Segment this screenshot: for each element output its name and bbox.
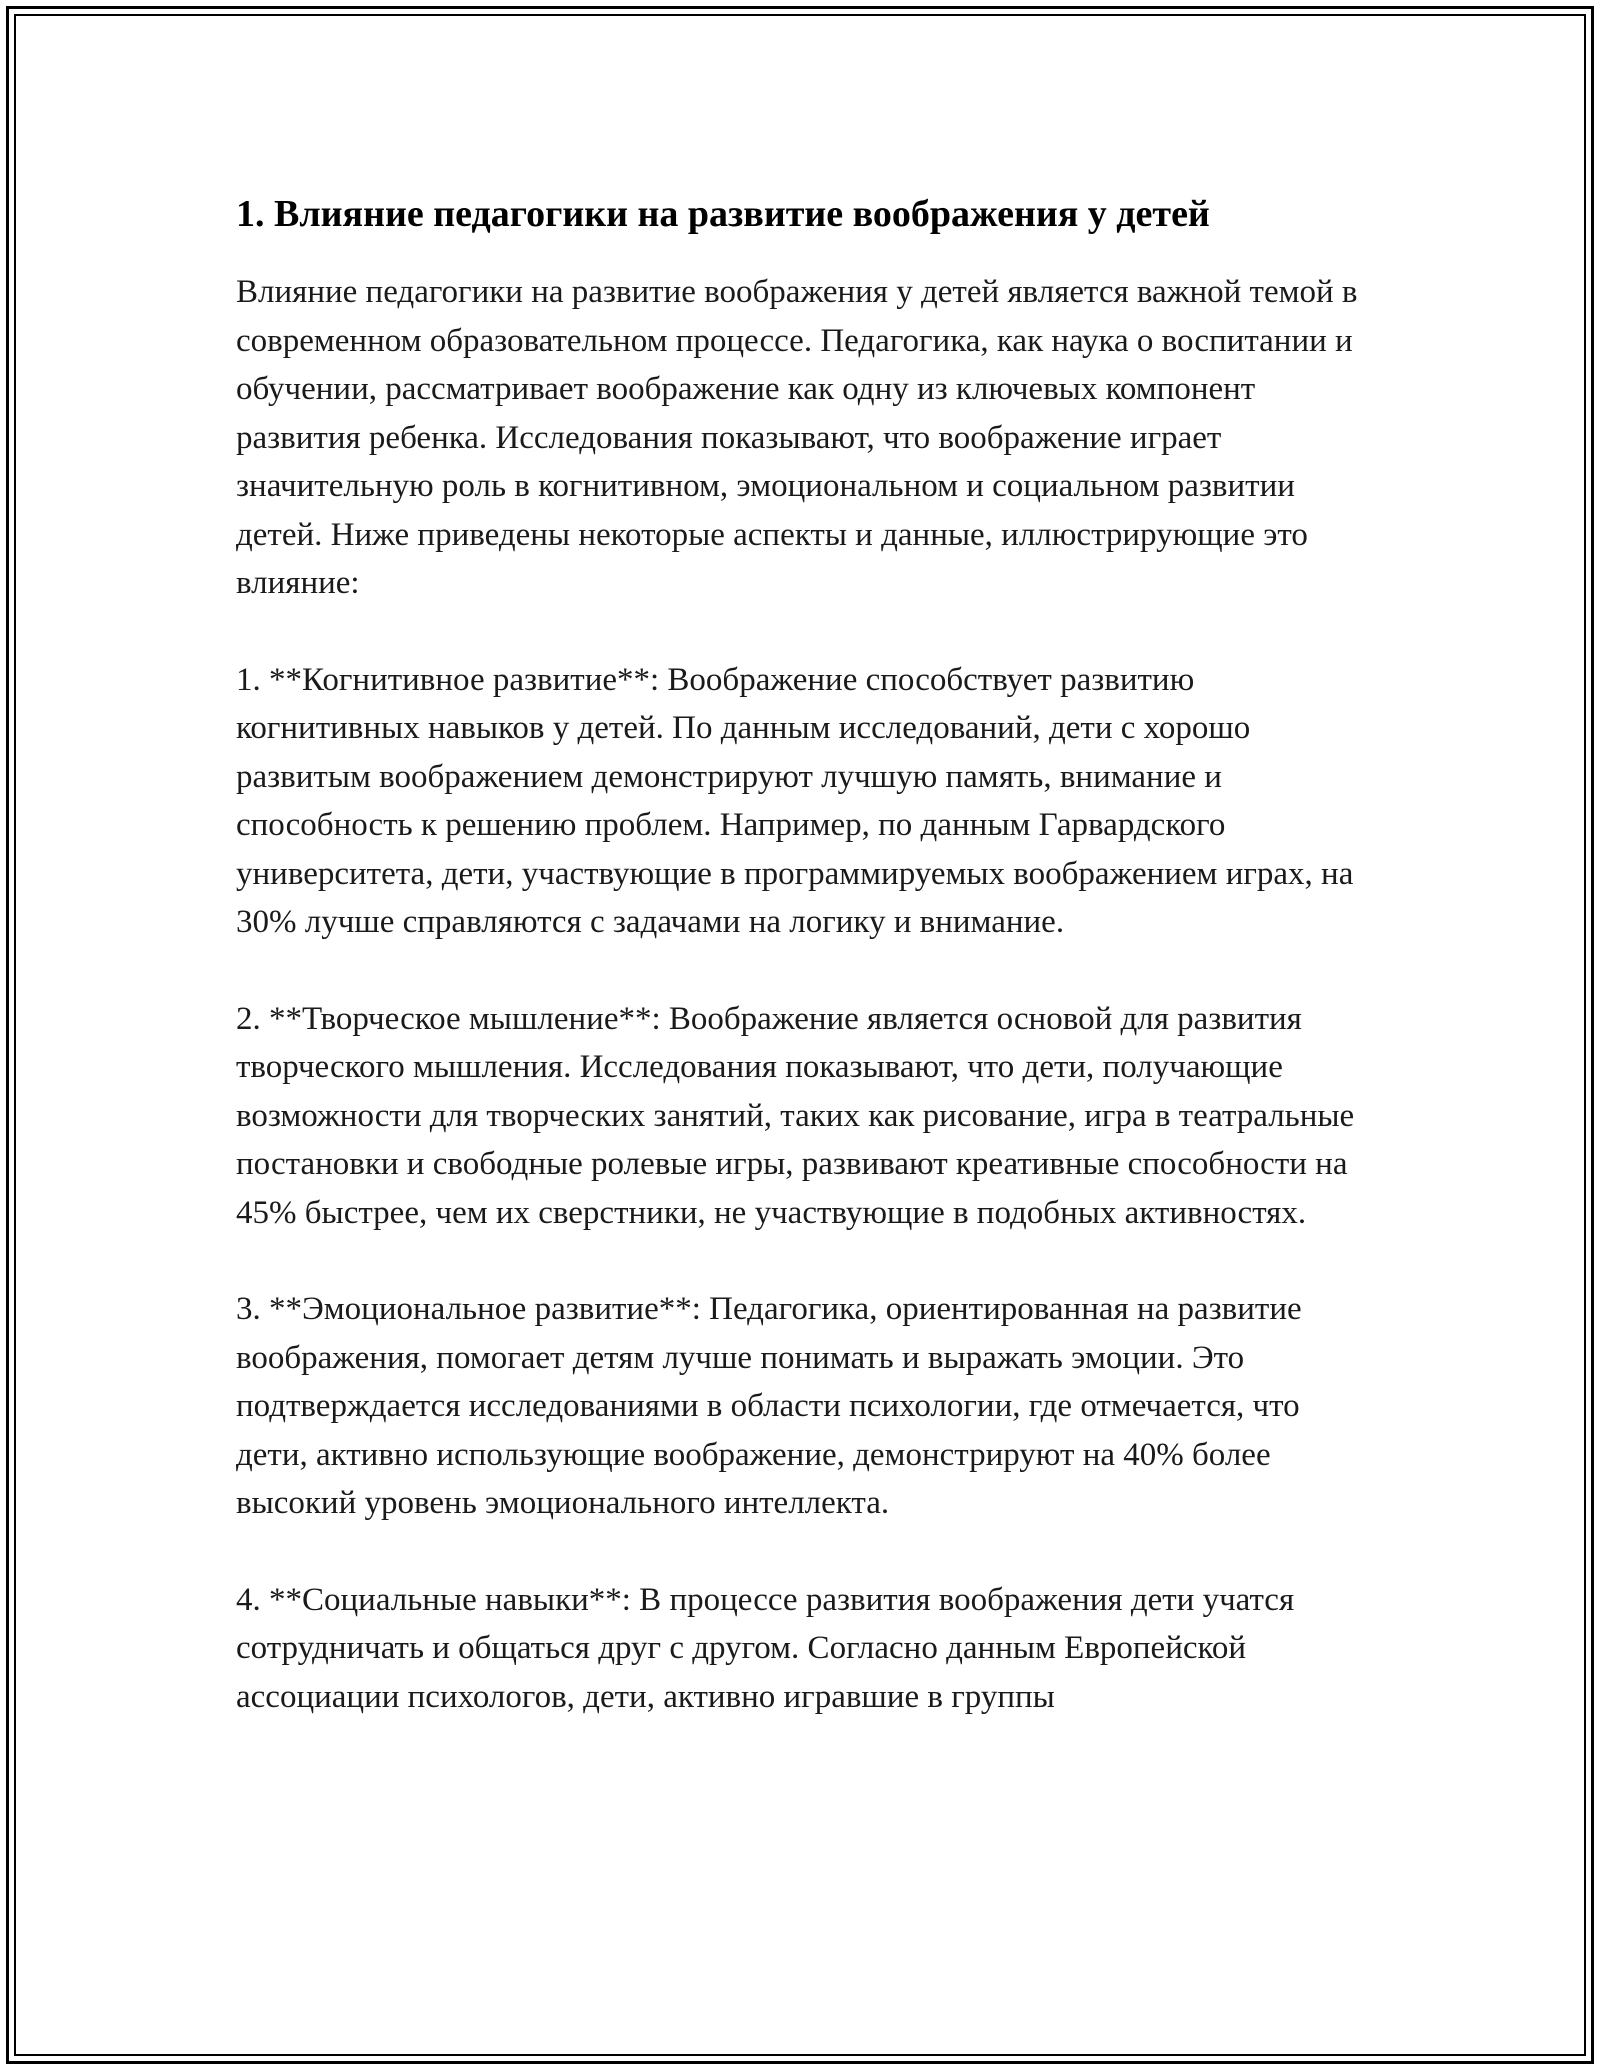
document-title: 1. Влияние педагогики на развитие воображения у детей bbox=[236, 193, 1210, 235]
point-creative-thinking: 2. **Творческое мышление**: Воображение является основой для развития творческого мышления. Исследования показывают, что дети, получающие возможности для творческих занятий, таких как рисование, игра в театральные постановки и свободные ролевые игры, развивают креативные способности на 45% быстрее, чем их сверстники, не участвующие в подобных активностях. bbox=[236, 1000, 1355, 1231]
point-cognitive-development: 1. **Когнитивное развитие**: Воображение способствует развитию когнитивных навыков у детей. По данным исследований, дети с хорошо развитым воображением демонстрируют лучшую память, внимание и способность к решению проблем. Например, по данным Гарвардского университета, дети, участвующие в программируемых воображением играх, на 30% лучше справляются с задачами на логику и внимание. bbox=[236, 661, 1354, 940]
document-body bbox=[236, 190, 1376, 1769]
point-social-skills: 4. **Социальные навыки**: В процессе развития воображения дети учатся сотрудничать и общаться друг с другом. Согласно данным Европейской ассоциации психологов, дети, активно игравшие в группы bbox=[236, 1581, 1295, 1715]
point-emotional-development: 3. **Эмоциональное развитие**: Педагогика, ориентированная на развитие воображения, помогает детям лучше понимать и выражать эмоции. Это подтверждается исследованиями в области психологии, где отмечается, что дети, активно использующие воображение, демонстрируют на 40% более высокий уровень эмоционального интеллекта. bbox=[236, 1291, 1302, 1521]
intro-paragraph: Влияние педагогики на развитие воображения у детей является важной темой в современном образовательном процессе. Педагогика, как наука о воспитании и обучении, рассматривает воображение как одну из ключевых компонент развития ребенка. Исследования показывают, что воображение играет значительную роль в когнитивном, эмоциональном и социальном развитии детей. Ниже приведены некоторые аспекты и данные, иллюстрирующие это влияние: bbox=[236, 274, 1358, 601]
